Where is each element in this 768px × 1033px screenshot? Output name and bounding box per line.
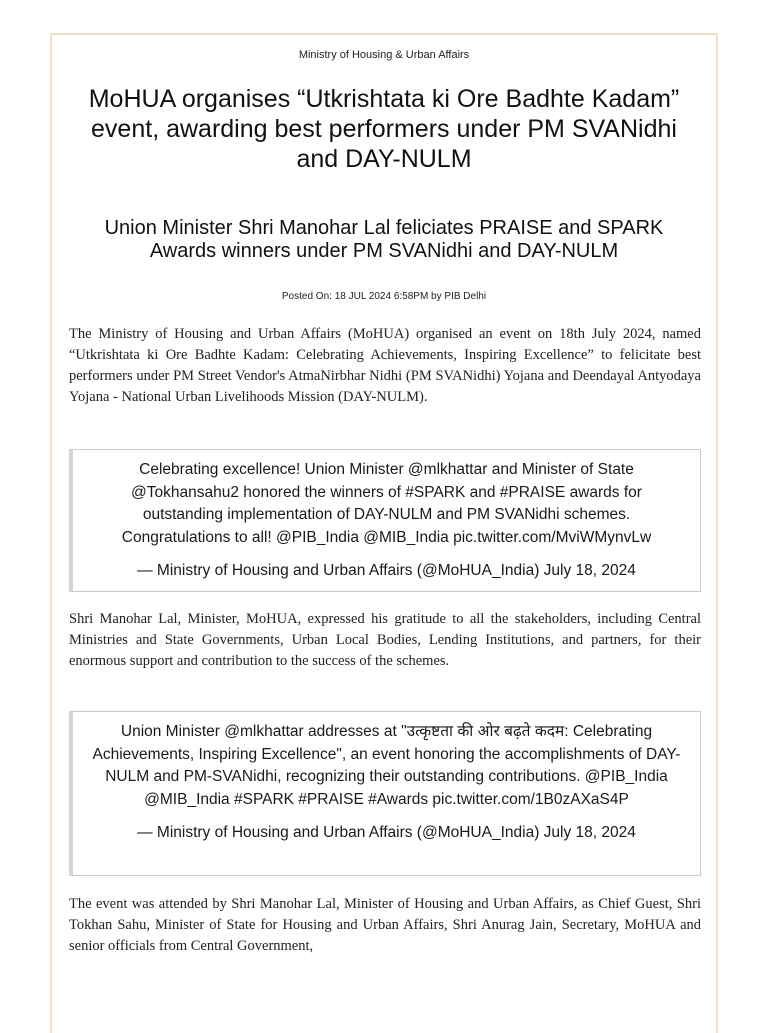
tweet-attribution[interactable]: — Ministry of Housing and Urban Affairs (@MoHUA_India) July 18, 2024 <box>137 824 636 841</box>
embedded-tweet[interactable] <box>69 449 701 592</box>
paragraph-intro: The Ministry of Housing and Urban Affairs (MoHUA) organised an event on 18th July 2024, named “Utkrishtata ki Ore Badhte Kadam: Celebrating Achievements, Inspiring Excellence” to felicitate best performers under PM Street Vendor's AtmaNirbhar Nidhi (PM SVANidhi) Yojana and Deendayal Antyodaya Yojana - National Urban Livelihoods Mission (DAY-NULM). <box>69 326 701 405</box>
page-title: MoHUA organises “Utkrishtata ki Ore Badhte Kadam” event, awarding best performers under PM SVANidhi and DAY-NULM <box>88 85 680 173</box>
paragraph-attendees: The event was attended by Shri Manohar Lal, Minister of Housing and Urban Affairs, as Chief Guest, Shri Tokhan Sahu, Minister of State for Housing and Urban Affairs, Shri Anurag Jain, Secretary, MoHUA and senior officials from Central Government, <box>69 896 701 954</box>
ministry-name: Ministry of Housing & Urban Affairs <box>298 49 470 61</box>
embedded-tweet[interactable] <box>69 711 701 876</box>
tweet-attribution[interactable]: — Ministry of Housing and Urban Affairs (@MoHUA_India) July 18, 2024 <box>137 562 636 579</box>
posted-info: Posted On: 18 JUL 2024 6:58PM by PIB Delhi <box>281 291 487 302</box>
page-subtitle: Union Minister Shri Manohar Lal feliciates PRAISE and SPARK Awards winners under PM SVANidhi and DAY-NULM <box>104 217 664 262</box>
tweet-text: Celebrating excellence! Union Minister @mlkhattar and Minister of State @Tokhansahu2 honored the winners of #SPARK and #PRAISE awards for outstanding implementation of DAY-NULM and PM SVANidhi schemes. Congratulations to all! @PIB_India @MIB_India pic.twitter.com/MviWMynvLw <box>121 461 652 546</box>
tweet-text: Union Minister @mlkhattar addresses at "उत्कृष्टता की ओर बढ़ते कदम: Celebrating Achievements, Inspiring Excellence", an event honoring the accomplishments of DAY-NULM and PM-SVANidhi, recognizing their outstanding contributions. @PIB_India @MIB_India #SPARK #PRAISE #Awards pic.twitter.com/1B0zAXaS4P <box>92 723 681 808</box>
paragraph-gratitude: Shri Manohar Lal, Minister, MoHUA, expressed his gratitude to all the stakeholders, including Central Ministries and State Governments, Urban Local Bodies, Lending Institutions, and partners, for their enormous support and contribution to the success of the schemes. <box>69 611 701 669</box>
